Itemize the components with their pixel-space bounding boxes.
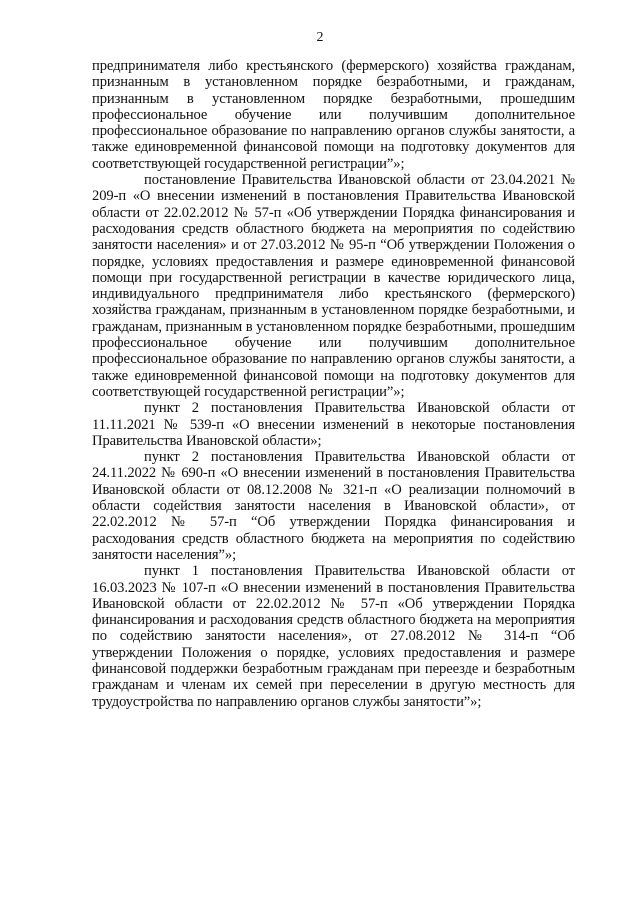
paragraph-resolution-107p: пункт 1 постановления Правительства Ивановской области от 16.03.2023 № 107-п «О внесении изменений в постановления Правительства Ивановской области от 22.02.2012 № 57-п «Об утверждении Порядка финансирования и расходования средств областного бюджета на мероприятия по содействию занятости населения», от 27.08.2012 № 314-п “Об утверждении Положения о порядке, условиях предоставления и размере финансовой поддержки безработным гражданам при переезде и безработным гражданам и членам их семей при переселении в другую местность для трудоустройства по направлению органов службы занятости”»; [92, 563, 575, 710]
paragraph-resolution-209p: постановление Правительства Ивановской области от 23.04.2021 № 209-п «О внесении изменений в постановления Правительства Ивановской области от 22.02.2012 № 57-п «Об утверждении Порядка финансирования и расходования средств областного бюджета на мероприятия по содействию занятости населения» и от 27.03.2012 № 95-п “Об утверждении Положения о порядке, условиях предоставления и размере единовременной финансовой помощи при государственной регистрации в качестве юридического лица, индивидуального предпринимателя либо крестьянского (фермерского) хозяйства гражданам, признанным в установленном порядке безработными, и гражданам, признанным в установленном порядке безработными, прошедшим профессиональное обучение или получившим дополнительное профессиональное образование по направлению органов службы занятости, а также единовременной финансовой помощи на подготовку документов для соответствующей государственной регистрации”»; [92, 172, 575, 400]
paragraph-resolution-539p: пункт 2 постановления Правительства Ивановской области от 11.11.2021 № 539-п «О внесении изменений в некоторые постановления Правительства Ивановской области»; [92, 400, 575, 449]
paragraph-resolution-690p: пункт 2 постановления Правительства Ивановской области от 24.11.2022 № 690-п «О внесении изменений в постановления Правительства Ивановской области от 08.12.2008 № 321-п «О реализации полномочий в области содействия занятости населения в Ивановской области», от 22.02.2012 № 57-п “Об утверждении Порядка финансирования и расходования средств областного бюджета на мероприятия по содействию занятости населения”»; [92, 449, 575, 563]
document-body [92, 58, 575, 710]
paragraph-continuation: предпринимателя либо крестьянского (фермерского) хозяйства гражданам, признанным в установленном порядке безработными, и гражданам, признанным в установленном порядке безработными, прошедшим профессиональное обучение или получившим дополнительное профессиональное образование по направлению органов службы занятости, а также единовременной финансовой помощи на подготовку документов для соответствующей государственной регистрации”»; [92, 58, 575, 172]
page-number: 2 [316, 30, 324, 45]
